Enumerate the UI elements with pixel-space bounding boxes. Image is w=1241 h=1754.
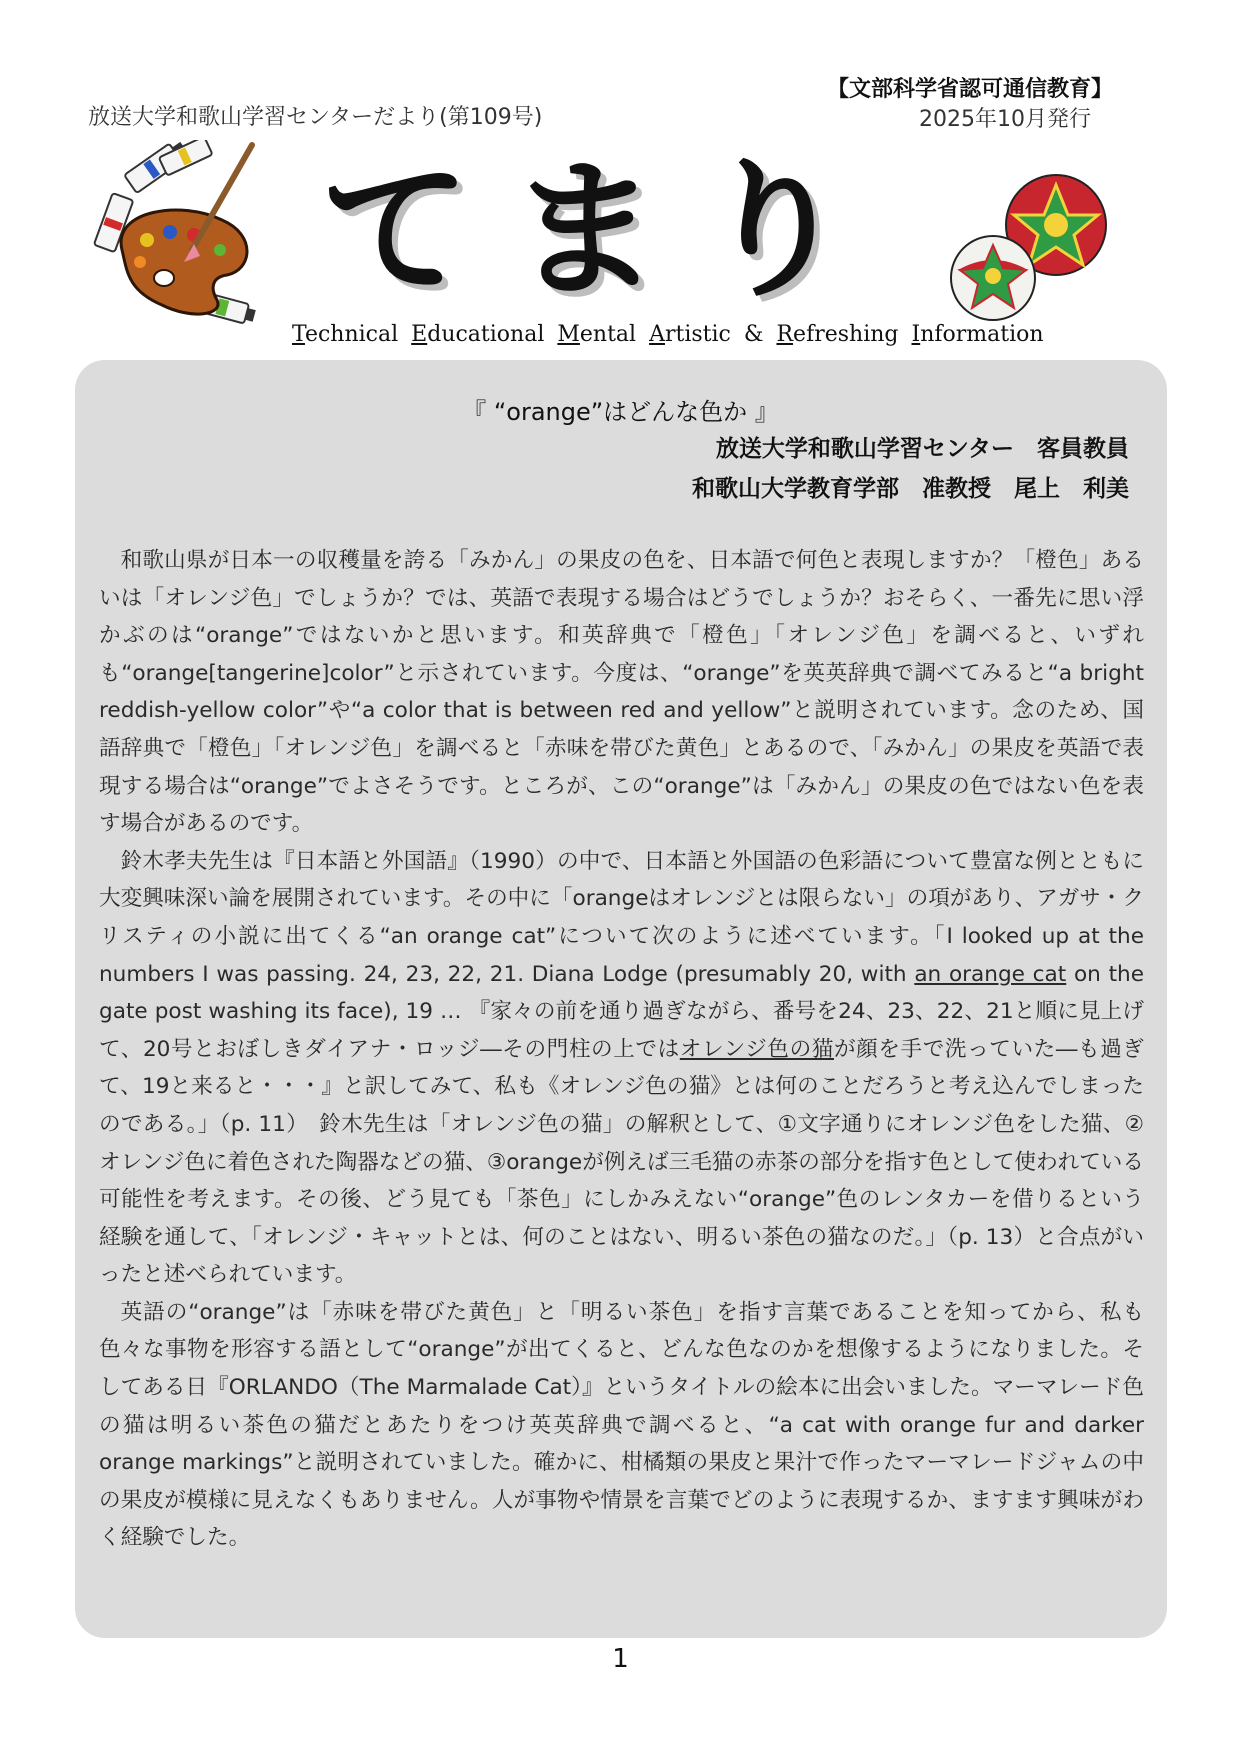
masthead-title: てまり [320, 142, 891, 318]
subtitle-word: ducational [427, 322, 545, 347]
subtitle-word: ental [579, 322, 637, 347]
subtitle-initial: I [911, 322, 921, 347]
article-paragraph [99, 843, 1144, 1294]
paragraph-text: 鈴木孝夫先生は『日本語と外国語』（1990）の中で、日本語と外国語の色彩語について豊富な例とともに大変興味深い論を展開されています。その中に「orangeはオレンジとは限らない」の項があり、アガサ・クリスティの小説に出てくる“an orange cat”について次のように述べています。「I looked up at the numbers I was passing. 24, 23, 22, 21. Diana Lodge (presumably 20, with [99, 848, 1144, 987]
author-affiliation: 放送大学和歌山学習センター 客員教員 [715, 436, 1129, 462]
newsletter-title: 放送大学和歌山学習センターだより(第109号) [88, 105, 543, 130]
subtitle-word: efreshing [793, 322, 899, 347]
article-paragraph: 和歌山県が日本一の収穫量を誇る「みかん」の果皮の色を、日本語で何色と表現しますか？「橙色」あるいは「オレンジ色」でしょうか？では、英語で表現する場合はどうでしょうか？おそらく、一番先に思い浮かぶのは“orange”ではないかと思います。和英辞典で「橙色」「オレンジ色」を調べると、いずれも“orange[tangerine]color”と示されています。今度は、“orange”を英英辞典で調べてみると“a bright reddish-yellow color”や“a color that is between red and yellow”と説明されています。念のため、国語辞典で「橙色」「オレンジ色」を調べると「赤味を帯びた黄色」とあるので、「みかん」の果皮を英語で表現する場合は“orange”でよさそうです。ところが、この“orange”は「みかん」の果皮の色ではない色を表す場合があるのです。 [99, 548, 1144, 837]
underlined-phrase: オレンジ色の猫 [679, 1036, 834, 1062]
subtitle-initial: A [649, 322, 665, 347]
underlined-phrase: an orange cat [914, 961, 1067, 987]
subtitle-initial: M [557, 322, 580, 347]
certification-label: 【文部科学省認可通信教育】 [826, 77, 1113, 102]
author-name: 和歌山大学教育学部 准教授 尾上 利美 [692, 476, 1129, 502]
subtitle-word: nformation [920, 322, 1044, 347]
subtitle-ampersand: & [743, 322, 764, 347]
page-number: 1 [612, 1644, 629, 1674]
subtitle-word: rtistic [664, 322, 731, 347]
paragraph-text: が顔を手で洗っていた―も過ぎて、19と来ると・・・』と訳してみて、私も《オレンジ色の猫》とは何のことだろうと考え込んでしまったのである。」（p. 11） 鈴木先生は「オレンジ色の猫」の解釈として、①文字通りにオレンジ色をした猫、②オレンジ色に着色された陶器などの猫、③orangeが例えば三毛猫の赤茶の部分を指す色として使われている可能性を考えます。その後、どう見ても「茶色」にしかみえない“orange”色のレンタカーを借りるという経験を通して、「オレンジ・キャットとは、何のことはない、明るい茶色の猫なのだ。」（p. 13）と合点がいったと述べられています。 [99, 1036, 1144, 1288]
temari-balls-icon [948, 170, 1108, 330]
paint-palette-icon [92, 140, 272, 350]
masthead-subtitle [292, 322, 1044, 347]
article-title: 『 “orange”はどんな色か 』 [462, 398, 779, 426]
subtitle-word: echnical [304, 322, 399, 347]
paragraph-text: on the gate post washing its face), 19 … 『家々の前を通り過ぎながら、番号を24、23、22、21と順に見上げて、20号とおぼしきダイアナ・ロッジ―その門柱の上では [99, 961, 1145, 1062]
article-body [99, 542, 1144, 1557]
issue-date: 2025年10月発行 [919, 107, 1091, 132]
subtitle-initial: E [411, 322, 428, 347]
subtitle-initial: R [776, 322, 794, 347]
subtitle-initial: T [292, 322, 305, 347]
article-paragraph: 英語の“orange”は「赤味を帯びた黄色」と「明るい茶色」を指す言葉であることを知ってから、私も色々な事物を形容する語として“orange”が出てくると、どんな色なのかを想像するようになりました。そしてある日『ORLANDO（The Marmalade Cat）』というタイトルの絵本に出会いました。マーマレード色の猫は明るい茶色の猫だとあたりをつけ英英辞典で調べると、“a cat with orange fur and darker orange markings”と説明されていました。確かに、柑橘類の果皮と果汁で作ったマーマレードジャムの中の果皮が模様に見えなくもありません。人が事物や情景を言葉でどのように表現するか、ますます興味がわく経験でした。 [99, 1299, 1144, 1551]
